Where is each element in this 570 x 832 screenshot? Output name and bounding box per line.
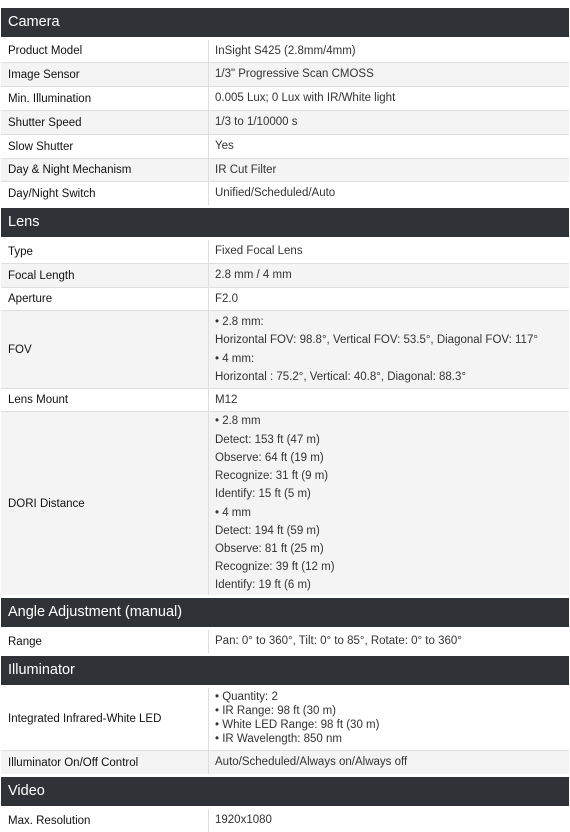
spec-value <box>209 182 569 205</box>
spec-value <box>209 688 569 750</box>
spec-label: Slow Shutter <box>1 135 209 158</box>
spec-value-line: Recognize: 31 ft (9 m) <box>215 470 329 483</box>
spec-value-line: • 4 mm <box>215 506 251 519</box>
spec-value-line: • White LED Range: 98 ft (30 m) <box>215 719 380 731</box>
spec-value-line: 1/3" Progressive Scan CMOSS <box>215 68 374 81</box>
spec-label: Image Sensor <box>1 63 209 86</box>
spec-value-line: 0.005 Lux; 0 Lux with IR/White light <box>215 92 396 105</box>
spec-value-line: • 2.8 mm <box>215 415 261 428</box>
spec-value-line: InSight S425 (2.8mm/4mm) <box>215 44 356 57</box>
spec-label: Product Model <box>1 40 209 62</box>
spec-value-line: Identify: 19 ft (6 m) <box>215 579 311 592</box>
spec-value-line: Horizontal FOV: 98.8°, Vertical FOV: 53.5°, Diagonal FOV: 117° <box>215 334 538 347</box>
spec-value <box>209 159 569 181</box>
spec-row <box>1 263 569 287</box>
spec-label: Lens Mount <box>1 389 209 411</box>
spec-label: Integrated Infrared-White LED <box>1 688 209 750</box>
spec-value-line: Fixed Focal Lens <box>215 245 303 258</box>
spec-row <box>1 158 569 181</box>
spec-value <box>209 809 569 832</box>
spec-value-line: Identify: 15 ft (5 m) <box>215 488 311 501</box>
spec-value-line: • 2.8 mm: <box>215 316 264 329</box>
spec-row <box>1 310 569 388</box>
spec-value-line: • Quantity: 2 <box>215 691 278 704</box>
spec-value-line: F2.0 <box>215 292 239 305</box>
spec-row <box>1 181 569 205</box>
spec-value-line: 2.8 mm / 4 mm <box>215 269 292 282</box>
spec-value-line: Recognize: 39 ft (12 m) <box>215 561 335 574</box>
spec-row <box>1 86 569 110</box>
spec-value <box>209 264 569 287</box>
spec-value <box>209 751 569 774</box>
spec-value <box>209 389 569 411</box>
spec-value <box>209 412 569 595</box>
spec-value <box>209 63 569 86</box>
spec-row <box>1 688 569 750</box>
spec-value-line: Yes <box>215 140 234 153</box>
spec-row <box>1 62 569 86</box>
spec-label: Illuminator On/Off Control <box>1 751 209 774</box>
spec-value-line: Unified/Scheduled/Auto <box>215 187 336 200</box>
spec-row <box>1 40 569 62</box>
section-header-video: Video <box>1 777 569 806</box>
spec-value-line: Detect: 153 ft (47 m) <box>215 433 320 446</box>
spec-value <box>209 240 569 263</box>
spec-value-line: M12 <box>215 393 238 406</box>
spec-value-line: • IR Wavelength: 850 nm <box>215 732 342 745</box>
spec-value <box>209 288 569 310</box>
spec-row <box>1 750 569 774</box>
spec-value-line: Detect: 194 ft (59 m) <box>215 524 320 537</box>
spec-value-line: • IR Range: 98 ft (30 m) <box>215 705 336 718</box>
spec-value-line: Auto/Scheduled/Always on/Always off <box>215 756 408 769</box>
section-header-angle-adjustment-manual: Angle Adjustment (manual) <box>1 598 569 627</box>
spec-value-line: • 4 mm: <box>215 352 255 365</box>
spec-label: Day/Night Switch <box>1 182 209 205</box>
spec-label: FOV <box>1 311 209 388</box>
spec-label: Day & Night Mechanism <box>1 159 209 181</box>
spec-label: Range <box>1 630 209 653</box>
spec-row <box>1 388 569 411</box>
spec-value-line: Observe: 64 ft (19 m) <box>215 451 324 464</box>
spec-value <box>209 111 569 134</box>
spec-label: Type <box>1 240 209 263</box>
spec-row <box>1 630 569 653</box>
spec-value <box>209 40 569 62</box>
section-header-lens: Lens <box>1 208 569 237</box>
spec-row <box>1 240 569 263</box>
spec-value-line: IR Cut Filter <box>215 163 277 176</box>
spec-value <box>209 311 569 388</box>
spec-label: Max. Resolution <box>1 809 209 832</box>
spec-value <box>209 630 569 653</box>
spec-label: Shutter Speed <box>1 111 209 134</box>
spec-value-line: Horizontal : 75.2°, Vertical: 40.8°, Diagonal: 88.3° <box>215 370 466 383</box>
section-header-camera: Camera <box>1 8 569 37</box>
spec-row <box>1 110 569 134</box>
spec-row <box>1 287 569 310</box>
spec-row <box>1 411 569 595</box>
spec-label: DORI Distance <box>1 412 209 595</box>
spec-value-line: 1920x1080 <box>215 814 272 827</box>
spec-row <box>1 134 569 158</box>
spec-value <box>209 135 569 158</box>
spec-label: Aperture <box>1 288 209 310</box>
spec-label: Min. Illumination <box>1 87 209 110</box>
spec-value-line: 1/3 to 1/10000 s <box>215 116 298 129</box>
section-header-illuminator: Illuminator <box>1 656 569 685</box>
spec-row <box>1 809 569 832</box>
spec-table <box>1 8 569 832</box>
spec-value-line: Observe: 81 ft (25 m) <box>215 542 324 555</box>
spec-label: Focal Length <box>1 264 209 287</box>
spec-value-line: Pan: 0° to 360°, Tilt: 0° to 85°, Rotate: 0° to 360° <box>215 635 462 648</box>
spec-value <box>209 87 569 110</box>
